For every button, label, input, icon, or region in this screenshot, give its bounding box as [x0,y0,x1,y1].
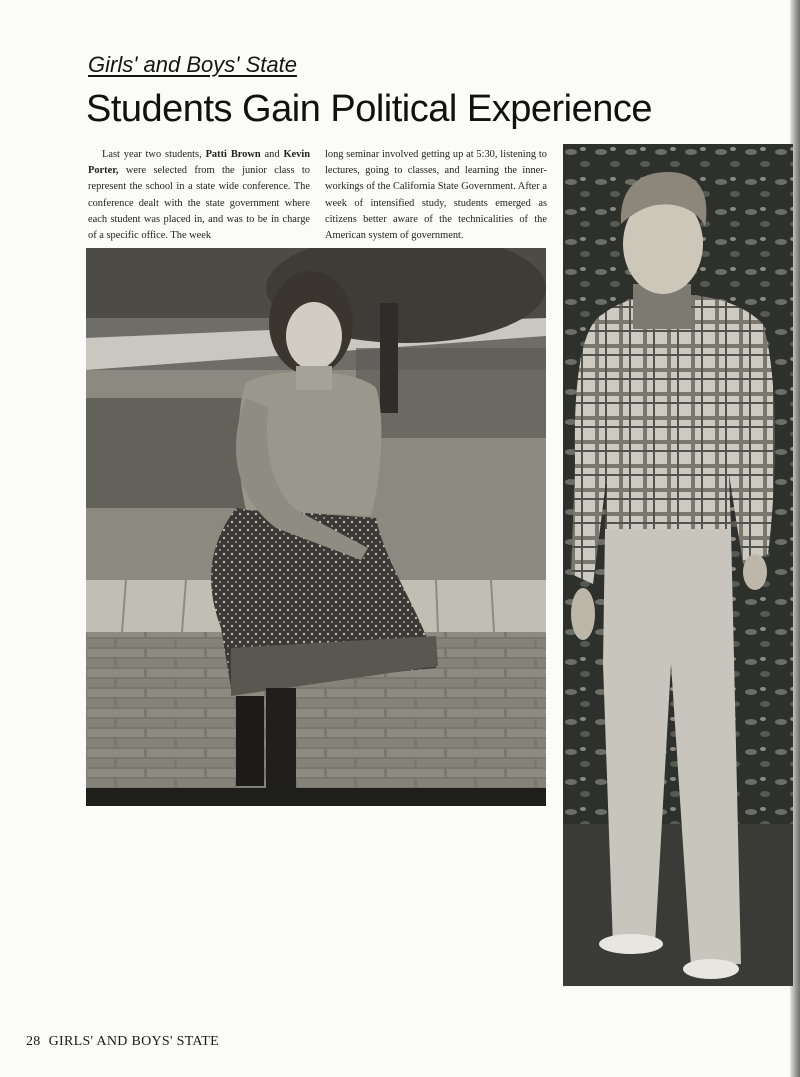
section-title: Girls' and Boys' State [88,52,297,77]
headline: Students Gain Political Experience [86,88,652,130]
article-intro-text: Last year two students, [102,149,206,160]
article-body-text: were selected from the junior class to represent the school in a state wide conference. The conference dealt with the state government where each student was placed in, and was to be in charge of a specific office. The week [88,165,310,242]
article-and-text: and [260,149,284,160]
photo-girl-on-wall [86,248,546,806]
photo-boy-standing [563,144,793,986]
student-name-patti: Patti Brown [205,149,261,160]
page-number: 28 [26,1034,41,1049]
article-column-1 [88,147,310,244]
article-column-2 [325,147,547,244]
student-name-kevin: Kevin Porter, [88,149,311,177]
running-title: GIRLS' AND BOYS' STATE [48,1034,219,1049]
article-body-text-continued: long seminar involved getting up at 5:30, listening to lectures, going to classes, and learning the inner-workings of the California State Government. After a week of intensified study, students emerged as citizens better aware of the technicalities of the American system of government. [325,149,547,242]
page-footer [26,1034,219,1050]
